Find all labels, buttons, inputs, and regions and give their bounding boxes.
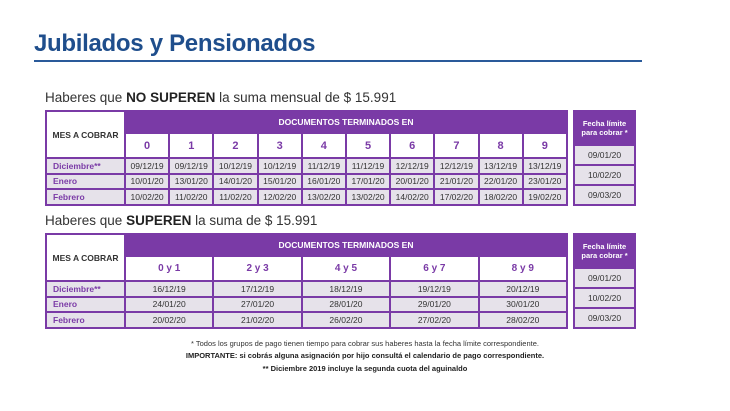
section1-month-label: Diciembre**	[47, 159, 124, 173]
section1-date-cell: 19/02/20	[524, 190, 566, 204]
section1-digit-header: 3	[259, 134, 301, 157]
section2-date-cell: 28/02/20	[480, 313, 566, 327]
section1-date-cell: 11/12/19	[347, 159, 389, 173]
section1-digit-header: 4	[303, 134, 345, 157]
section1-date-cell: 22/01/20	[480, 175, 522, 189]
section2-heading	[45, 213, 317, 228]
section2-fecha-value: 09/01/20	[575, 269, 634, 287]
section2-date-cell: 27/02/20	[391, 313, 477, 327]
section1-date-cell: 17/02/20	[435, 190, 477, 204]
section1-digit-header: 8	[480, 134, 522, 157]
section1-date-cell: 14/02/20	[391, 190, 433, 204]
table-row	[47, 175, 566, 189]
section1-date-cell: 13/01/20	[170, 175, 212, 189]
section1-date-cell: 21/01/20	[435, 175, 477, 189]
section1-digit-header: 5	[347, 134, 389, 157]
section1-date-cell: 11/02/20	[214, 190, 256, 204]
section1-date-cell: 10/12/19	[214, 159, 256, 173]
section2-group-header: 2 y 3	[214, 257, 300, 280]
section1-digit-header: 6	[391, 134, 433, 157]
table-row	[47, 282, 566, 296]
table-row	[47, 159, 566, 173]
section2-date-cell: 27/01/20	[214, 298, 300, 312]
section1-date-cell: 10/02/20	[126, 190, 168, 204]
section1-fecha-value: 09/01/20	[575, 146, 634, 164]
section2-fecha-table	[573, 233, 636, 329]
section1-date-cell: 12/12/19	[391, 159, 433, 173]
section1-docs-header: DOCUMENTOS TERMINADOS EN	[126, 112, 566, 132]
section2-date-cell: 30/01/20	[480, 298, 566, 312]
section1-digit-header: 2	[214, 134, 256, 157]
section2-docs-header: DOCUMENTOS TERMINADOS EN	[126, 235, 566, 255]
section2-date-cell: 28/01/20	[303, 298, 389, 312]
section2-date-cell: 29/01/20	[391, 298, 477, 312]
table-row	[47, 298, 566, 312]
section2-fecha-label-1: Fecha límite	[582, 242, 627, 251]
section2-date-cell: 20/02/20	[126, 313, 212, 327]
section1-fecha-value: 09/03/20	[575, 186, 634, 204]
table-row	[47, 313, 566, 327]
section1-month-label: Febrero	[47, 190, 124, 204]
section2-date-cell: 19/12/19	[391, 282, 477, 296]
section2-month-label: Diciembre**	[47, 282, 124, 296]
section2-date-cell: 26/02/20	[303, 313, 389, 327]
section1-digit-header: 9	[524, 134, 566, 157]
section1-month-label: Enero	[47, 175, 124, 189]
title-divider	[34, 60, 642, 62]
section2-date-cell: 16/12/19	[126, 282, 212, 296]
footnote-deadline: * Todos los grupos de pago tienen tiempo para cobrar sus haberes hasta la fecha límite correspondiente.	[191, 339, 539, 348]
section1-date-cell: 12/02/20	[259, 190, 301, 204]
page-title: Jubilados y Pensionados	[34, 30, 316, 57]
section2-group-header: 0 y 1	[126, 257, 212, 280]
section2-date-cell: 21/02/20	[214, 313, 300, 327]
section1-date-cell: 23/01/20	[524, 175, 566, 189]
section1-date-cell: 16/01/20	[303, 175, 345, 189]
section1-date-cell: 17/01/20	[347, 175, 389, 189]
section2-group-header: 4 y 5	[303, 257, 389, 280]
section1-date-cell: 09/12/19	[126, 159, 168, 173]
section1-digit-header: 1	[170, 134, 212, 157]
section1-fecha-label-2: para cobrar *	[581, 128, 628, 137]
section2-month-label: Enero	[47, 298, 124, 312]
section1-mes-header: MES A COBRAR	[47, 112, 124, 157]
section1-heading-suffix: la suma mensual de $ 15.991	[215, 90, 397, 105]
section2-date-cell: 20/12/19	[480, 282, 566, 296]
section2-heading-suffix: la suma de $ 15.991	[191, 213, 318, 228]
section2-table	[45, 233, 568, 329]
section1-date-cell: 20/01/20	[391, 175, 433, 189]
section1-date-cell: 11/12/19	[303, 159, 345, 173]
section2-month-label: Febrero	[47, 313, 124, 327]
section2-date-cell: 17/12/19	[214, 282, 300, 296]
section1-heading-prefix: Haberes que	[45, 90, 127, 105]
section2-date-cell: 18/12/19	[303, 282, 389, 296]
section2-heading-prefix: Haberes que	[45, 213, 127, 228]
section1-date-cell: 10/01/20	[126, 175, 168, 189]
section1-date-cell: 10/12/19	[259, 159, 301, 173]
section2-fecha-value: 09/03/20	[575, 309, 634, 327]
section1-date-cell: 14/01/20	[214, 175, 256, 189]
section1-date-cell: 13/12/19	[480, 159, 522, 173]
section2-heading-bold: SUPEREN	[126, 213, 192, 228]
section1-fecha-value: 10/02/20	[575, 166, 634, 184]
section2-fecha-value: 10/02/20	[575, 289, 634, 307]
section1-date-cell: 12/12/19	[435, 159, 477, 173]
table-row	[47, 190, 566, 204]
section1-date-cell: 13/02/20	[347, 190, 389, 204]
section1-date-cell: 09/12/19	[170, 159, 212, 173]
section2-group-header: 6 y 7	[391, 257, 477, 280]
section2-fecha-header	[575, 235, 634, 267]
section1-date-cell: 18/02/20	[480, 190, 522, 204]
section2-group-header: 8 y 9	[480, 257, 566, 280]
section1-fecha-header	[575, 112, 634, 144]
section2-date-cell: 24/01/20	[126, 298, 212, 312]
section1-digit-header: 0	[126, 134, 168, 157]
section1-fecha-table	[573, 110, 636, 206]
section2-mes-header: MES A COBRAR	[47, 235, 124, 280]
section2-fecha-label-2: para cobrar *	[581, 251, 628, 260]
section1-date-cell: 13/12/19	[524, 159, 566, 173]
section1-digit-header: 7	[435, 134, 477, 157]
footnote-aguinaldo: ** Diciembre 2019 incluye la segunda cuota del aguinaldo	[262, 364, 468, 373]
section1-date-cell: 11/02/20	[170, 190, 212, 204]
section1-table	[45, 110, 568, 206]
section1-heading	[45, 90, 396, 105]
section1-fecha-label-1: Fecha límite	[582, 119, 627, 128]
footnote-important: IMPORTANTE: si cobrás alguna asignación por hijo consultá el calendario de pago correspondiente.	[185, 351, 545, 360]
section1-date-cell: 13/02/20	[303, 190, 345, 204]
section1-date-cell: 15/01/20	[259, 175, 301, 189]
section1-heading-bold: NO SUPEREN	[126, 90, 216, 105]
